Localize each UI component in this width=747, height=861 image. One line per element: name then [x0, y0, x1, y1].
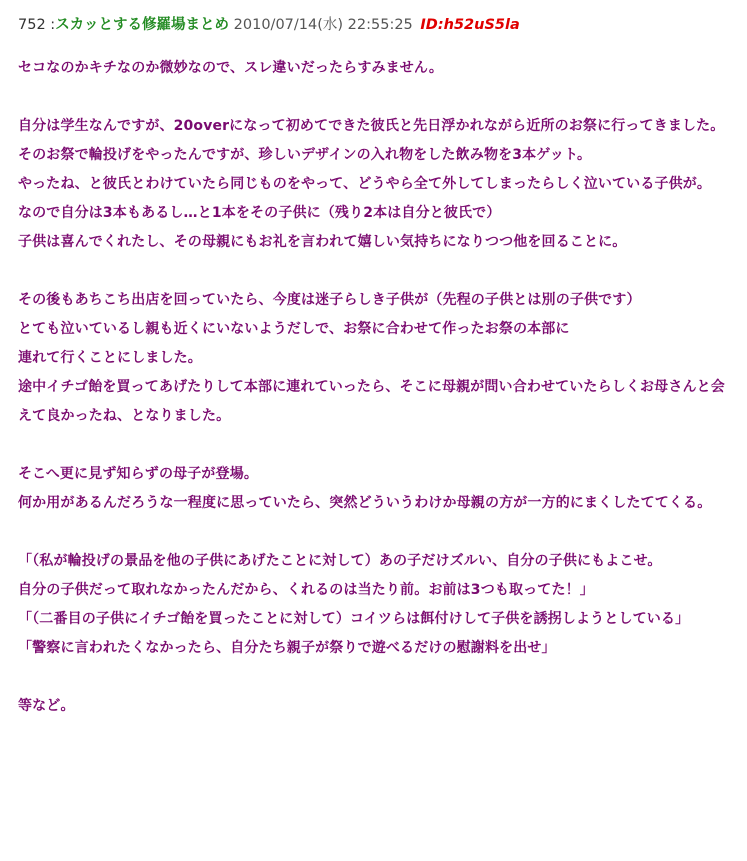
text-line: 自分の子供だって取れなかったんだから、くれるのは当たり前。お前は3つも取ってた！」 [18, 582, 594, 598]
text-line: 子供は喜んでくれたし、その母親にもお礼を言われて嬉しい気持ちになりつつ他を回ることに。 [18, 234, 627, 250]
paragraph [18, 547, 730, 663]
paragraph [18, 286, 730, 431]
text-line: 自分は学生なんですが、20overになって初めてできた彼氏と先日浮かれながら近所のお祭に行ってきました。 [18, 118, 725, 134]
post-date: 2010/07/14(水) 22:55:25 [233, 17, 413, 33]
poster-name: スカッとする修羅場まとめ [55, 17, 230, 33]
text-line: やったね、と彼氏とわけていたら同じものをやって、どうやら全て外してしまったらしく泣いている子供が。 [18, 176, 712, 192]
text-line: セコなのかキチなのか微妙なので、スレ違いだったらすみません。 [18, 60, 444, 76]
text-line: その後もあちこち出店を回っていたら、今度は迷子らしき子供が（先程の子供とは別の子供です） [18, 292, 641, 308]
text-line: そこへ更に見ず知らずの母子が登場。 [18, 466, 258, 482]
text-line: 途中イチゴ飴を買ってあげたりして本部に連れていったら、そこに母親が問い合わせていたらしくお母さんと会えて良かったね、となりました。 [18, 379, 725, 424]
text-line: 「（二番目の子供にイチゴ飴を買ったことに対して）コイツらは餌付けして子供を誘拐しようとしている」 [18, 611, 690, 627]
post-header [18, 14, 730, 36]
text-line: そのお祭で輪投げをやったんですが、珍しいデザインの入れ物をした飲み物を3本ゲット。 [18, 147, 592, 163]
paragraph [18, 54, 730, 83]
text-line: 「警察に言われたくなかったら、自分たち親子が祭りで遊べるだけの慰謝料を出せ」 [18, 640, 556, 656]
paragraph [18, 692, 730, 721]
text-line: なので自分は3本もあるし…と1本をその子供に（残り2本は自分と彼氏で） [18, 205, 501, 221]
text-line: 連れて行くことにしました。 [18, 350, 202, 366]
post-number: 752 [18, 17, 46, 33]
post [18, 14, 730, 721]
post-body [18, 54, 730, 721]
text-line: 「（私が輪投げの景品を他の子供にあげたことに対して）あの子だけズルい、自分の子供にもよこせ。 [18, 553, 662, 569]
post-separator: : [50, 17, 56, 33]
text-line: 何か用があるんだろうな一程度に思っていたら、突然どういうわけか母親の方が一方的にまくしたててくる。 [18, 495, 712, 511]
paragraph [18, 460, 730, 518]
text-line: とても泣いているし親も近くにいないようだしで、お祭に合わせて作ったお祭の本部に [18, 321, 570, 337]
text-line: 等など。 [18, 698, 75, 714]
poster-id: ID:h52uS5la [420, 17, 520, 33]
paragraph [18, 112, 730, 257]
